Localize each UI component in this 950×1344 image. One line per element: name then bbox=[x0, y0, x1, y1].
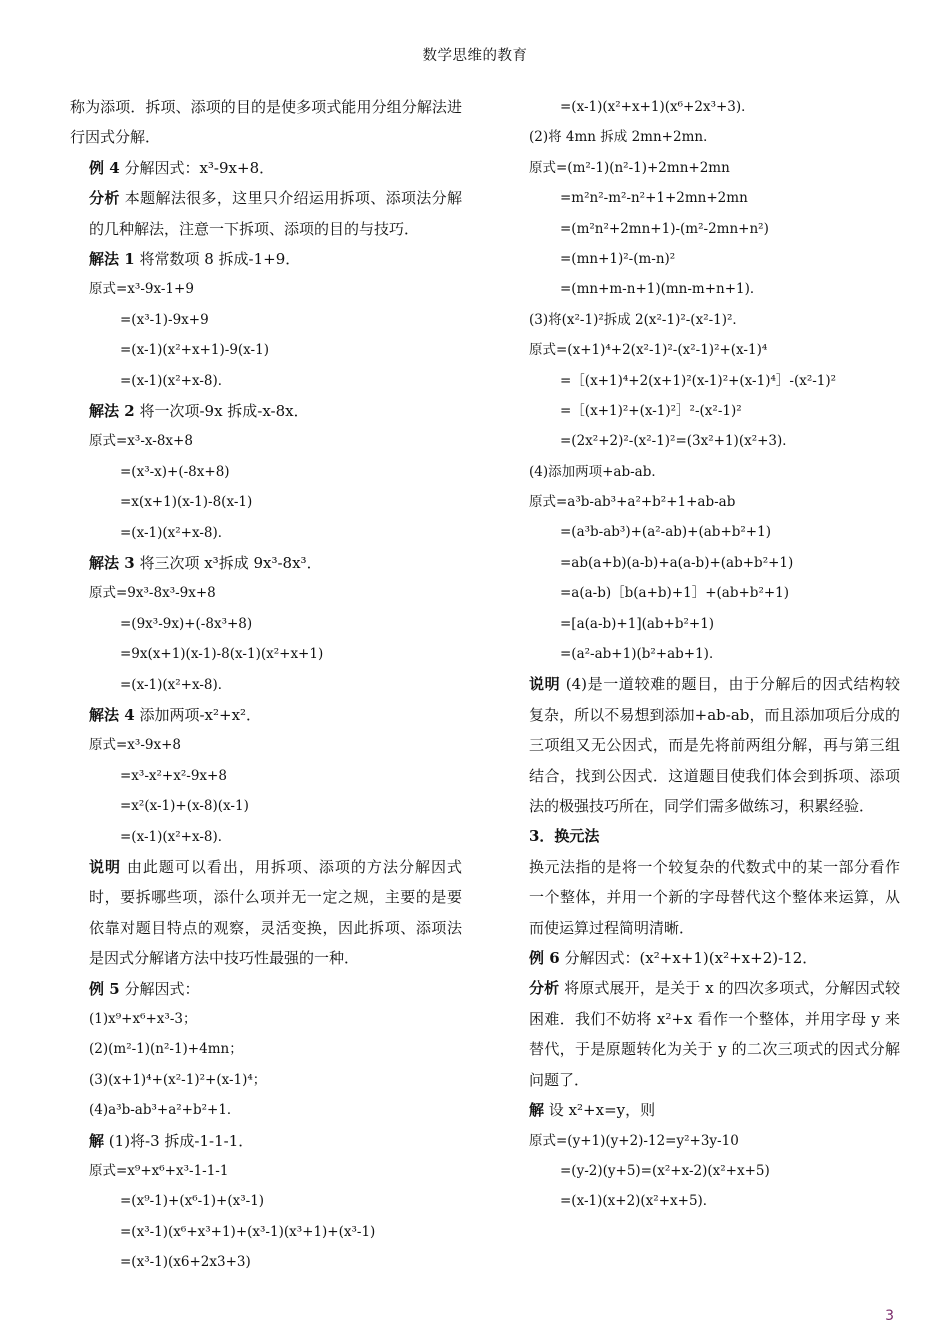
method-label: 解法 4 bbox=[89, 705, 135, 724]
math-line: =x³-x²+x²-9x+8 bbox=[120, 767, 227, 784]
math-line: =(x⁹-1)+(x⁶-1)+(x³-1) bbox=[120, 1193, 265, 1210]
math-line: =[a(a-b)+1](ab+b²+1) bbox=[560, 615, 715, 632]
math-line: =［(x+1)²+(x-1)²］²-(x²-1)² bbox=[560, 402, 742, 419]
math-line: =(x³-1)-9x+9 bbox=[120, 311, 209, 328]
analysis-label: 分析 bbox=[529, 979, 560, 998]
problem-item: (2)(m²-1)(n²-1)+4mn； bbox=[89, 1041, 243, 1058]
example-4 bbox=[70, 153, 462, 183]
problem-item: (4)a³b-ab³+a²+b²+1． bbox=[89, 1102, 241, 1119]
intro-text: 称为添项．拆项、添项的目的是使多项式能用分组分解法进行因式分解． bbox=[70, 98, 462, 147]
math-line: 原式=x⁹+x⁶+x³-1-1-1 bbox=[89, 1162, 229, 1179]
part-4-heading: (4)添加两项+ab-ab． bbox=[529, 463, 665, 480]
example-text: 分解因式：(x²+x+1)(x²+x+2)-12． bbox=[564, 949, 818, 968]
note-2 bbox=[510, 669, 900, 821]
method-label: 解法 3 bbox=[89, 553, 135, 572]
solution-text: (1)将-3 拆成-1-1-1． bbox=[108, 1131, 254, 1150]
math-line: =(9x³-9x)+(-8x³+8) bbox=[120, 615, 253, 632]
example-text: 分解因式： bbox=[124, 979, 200, 998]
math-line: =(2x²+2)²-(x²-1)²=(3x²+1)(x²+3)． bbox=[560, 433, 796, 450]
math-line: =(a³b-ab³)+(a²-ab)+(ab+b²+1) bbox=[560, 524, 771, 541]
math-line: 原式=a³b-ab³+a²+b²+1+ab-ab bbox=[529, 494, 736, 511]
analysis-6 bbox=[510, 973, 900, 1095]
math-line: =(x-1)(x+2)(x²+x+5)． bbox=[560, 1193, 717, 1210]
right-column bbox=[510, 92, 900, 1217]
note-label: 说明 bbox=[89, 857, 122, 876]
math-line: =(x-1)(x²+x-8)． bbox=[120, 372, 232, 389]
analysis-text: 将原式展开，是关于 x 的四次多项式，分解因式较困难．我们不妨将 x²+x 看作一个整体，并用字母 y 来替代，于是原题转化为关于 y 的二次三项式的因式分解问题了． bbox=[529, 979, 900, 1089]
note-1 bbox=[70, 852, 462, 974]
analysis-text: 本题解法很多，这里只介绍运用拆项、添项法分解的几种解法，注意一下拆项、添项的目的与技巧． bbox=[89, 189, 462, 238]
section-3-title: 3．换元法 bbox=[529, 827, 600, 846]
part-3-heading: (3)将(x²-1)²拆成 2(x²-1)²-(x²-1)²． bbox=[529, 311, 746, 328]
math-line: =9x(x+1)(x-1)-8(x-1)(x²+x+1) bbox=[120, 646, 324, 663]
page-number: 3 bbox=[885, 1308, 894, 1324]
math-line: =(x-1)(x²+x+1)-9(x-1) bbox=[120, 342, 269, 359]
note-text: (4)是一道较难的题目，由于分解后的因式结构较复杂，所以不易想到添加+ab-ab，而且添加项后分成的三项组又无公因式，而是先将前两组分解，再与第三组结合，找到公因式．这道题目使我们体会到拆项、添项法的极强技巧所在，同学们需多做练习，积累经验． bbox=[529, 675, 900, 816]
math-line: =(mn+m-n+1)(mn-m+n+1)． bbox=[560, 281, 764, 298]
math-line: =(x³-1)(x⁶+x³+1)+(x³-1)(x³+1)+(x³-1) bbox=[120, 1223, 376, 1240]
example-6 bbox=[510, 943, 900, 973]
left-column bbox=[70, 92, 462, 1277]
example-label: 例 4 bbox=[89, 158, 120, 177]
analysis-label: 分析 bbox=[89, 189, 120, 208]
math-line: =［(x+1)⁴+2(x+1)²(x-1)²+(x-1)⁴］-(x²-1)² bbox=[560, 372, 837, 389]
solution-label: 解 bbox=[529, 1101, 545, 1120]
math-line: 原式=9x³-8x³-9x+8 bbox=[89, 585, 216, 602]
method-text: 将常数项 8 拆成-1+9． bbox=[139, 250, 301, 269]
math-line: =x(x+1)(x-1)-8(x-1) bbox=[120, 494, 253, 511]
math-line: =(x³-1)(x6+2x3+3) bbox=[120, 1254, 251, 1271]
solution-5 bbox=[70, 1126, 462, 1156]
math-line: =(m²n²+2mn+1)-(m²-2mn+n²) bbox=[560, 220, 769, 237]
math-line: =(x-1)(x²+x-8)． bbox=[120, 676, 232, 693]
math-line: =m²n²-m²-n²+1+2mn+2mn bbox=[560, 190, 748, 207]
part-2-heading: (2)将 4mn 拆成 2mn+2mn． bbox=[529, 129, 717, 146]
math-line: 原式=(m²-1)(n²-1)+2mn+2mn bbox=[529, 159, 730, 176]
math-line: =(x³-x)+(-8x+8) bbox=[120, 463, 230, 480]
solution-text: 设 x²+x=y，则 bbox=[548, 1101, 656, 1120]
example-text: 分解因式：x³-9x+8． bbox=[124, 158, 275, 177]
section-3-text: 换元法指的是将一个较复杂的代数式中的某一部分看作一个整体，并用一个新的字母替代这个整体来运算，从而使运算过程简明清晰． bbox=[529, 857, 900, 937]
note-text: 由此题可以看出，用拆项、添项的方法分解因式时，要拆哪些项，添什么项并无一定之规，主要的是要依靠对题目特点的观察，灵活变换，因此拆项、添项法是因式分解诸方法中技巧性最强的一种． bbox=[89, 857, 462, 968]
math-line: =(x-1)(x²+x-8)． bbox=[120, 524, 232, 541]
solution-6 bbox=[510, 1095, 900, 1125]
math-line: 原式=x³-9x+8 bbox=[89, 737, 182, 754]
math-line: 原式=x³-9x-1+9 bbox=[89, 281, 194, 298]
math-line: =a(a-b)［b(a+b)+1］+(ab+b²+1) bbox=[560, 585, 790, 602]
note-label: 说明 bbox=[529, 675, 561, 694]
math-line: =x²(x-1)+(x-8)(x-1) bbox=[120, 798, 249, 815]
problem-item: (1)x⁹+x⁶+x³-3； bbox=[89, 1010, 197, 1027]
math-line: =(y-2)(y+5)=(x²+x-2)(x²+x+5) bbox=[560, 1162, 770, 1179]
example-label: 例 5 bbox=[89, 979, 120, 998]
method-text: 添加两项-x²+x²． bbox=[139, 705, 262, 724]
method-label: 解法 1 bbox=[89, 250, 135, 269]
math-line: =(a²-ab+1)(b²+ab+1)． bbox=[560, 646, 723, 663]
page-header: 数学思维的教育 bbox=[422, 48, 528, 64]
problem-item: (3)(x+1)⁴+(x²-1)²+(x-1)⁴； bbox=[89, 1071, 267, 1088]
method-2 bbox=[70, 396, 462, 426]
method-text: 将一次项-9x 拆成-x-8x． bbox=[139, 402, 309, 420]
example-5 bbox=[70, 974, 462, 1004]
math-line: =(x-1)(x²+x+1)(x⁶+2x³+3)． bbox=[560, 99, 755, 115]
math-line: =(x-1)(x²+x-8)． bbox=[120, 828, 232, 845]
example-label: 例 6 bbox=[529, 949, 560, 968]
method-label: 解法 2 bbox=[89, 402, 135, 420]
math-line: 原式=(x+1)⁴+2(x²-1)²-(x²-1)²+(x-1)⁴ bbox=[529, 342, 768, 359]
math-line: =(mn+1)²-(m-n)² bbox=[560, 250, 676, 267]
math-line: =ab(a+b)(a-b)+a(a-b)+(ab+b²+1) bbox=[560, 554, 794, 571]
method-1 bbox=[70, 244, 462, 274]
math-line: 原式=(y+1)(y+2)-12=y²+3y-10 bbox=[529, 1132, 739, 1149]
method-4 bbox=[70, 700, 462, 730]
method-text: 将三次项 x³拆成 9x³-8x³． bbox=[139, 553, 322, 572]
solution-label: 解 bbox=[89, 1131, 105, 1150]
math-line: 原式=x³-x-8x+8 bbox=[89, 433, 193, 450]
method-3 bbox=[70, 548, 462, 578]
analysis-4 bbox=[70, 183, 462, 244]
